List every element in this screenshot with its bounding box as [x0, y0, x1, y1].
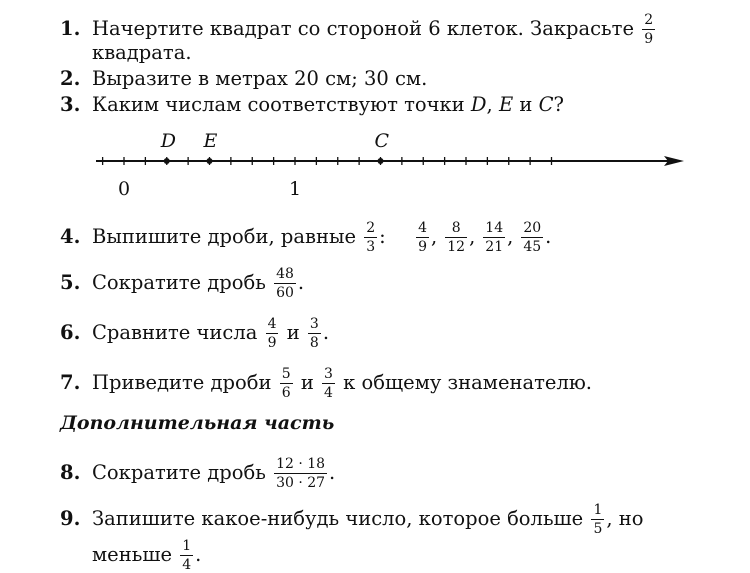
task-number: 5.: [60, 271, 81, 294]
task-text: Начертите квадрат со стороной 6 клеток. Закрасьте: [92, 17, 634, 40]
task-text: , но: [606, 507, 644, 530]
tick-label: 0: [118, 178, 131, 200]
fraction: $\frac{3}{8}$: [309, 316, 319, 351]
task-text: Приведите дроби: [92, 371, 272, 394]
fraction: $\frac{4}{9}$: [267, 316, 277, 351]
fraction-options: [414, 220, 557, 255]
option-fraction: $\frac{14}{21}$: [485, 220, 504, 255]
task-text: Каким числам соответствуют точки: [92, 93, 471, 116]
task-text: Выпишите дроби, равные: [92, 225, 357, 248]
task-7: [60, 366, 592, 401]
fraction: $\frac{5}{6}$: [281, 366, 291, 401]
task-text: и: [300, 371, 314, 394]
section-heading: Дополнительная часть: [60, 412, 335, 434]
task-number: 8.: [60, 461, 81, 484]
task-number: 7.: [60, 371, 81, 394]
point-label: D: [470, 93, 487, 116]
punct: .: [297, 271, 305, 294]
task-2: [60, 66, 427, 92]
task-number: 1.: [60, 17, 81, 40]
task-text: к общему знаменателю.: [343, 371, 593, 394]
fraction: $\frac{2}{9}$: [644, 12, 654, 47]
task-number: 4.: [60, 225, 81, 248]
punct: .: [545, 225, 552, 248]
task-text: Запишите какое-нибудь число, которое больше: [92, 507, 584, 530]
task-9: [60, 502, 644, 537]
punct: ,: [469, 225, 476, 248]
task-3: [60, 92, 564, 118]
task-text: меньше: [92, 543, 172, 566]
task-text: Сократите дробь: [92, 461, 266, 484]
tick-label: 1: [289, 178, 302, 200]
task-1-cont: [92, 40, 192, 66]
task-number: 9.: [60, 507, 81, 530]
task-number: 6.: [60, 321, 81, 344]
task-5: [60, 266, 304, 301]
point-label-D: D: [160, 130, 176, 152]
task-text: квадрата.: [92, 41, 192, 64]
option-fraction: $\frac{8}{12}$: [447, 220, 466, 255]
fraction: $\frac{2}{3}$: [366, 220, 376, 255]
task-number: 2.: [60, 67, 81, 90]
point-label: C: [538, 93, 554, 116]
option-fraction: $\frac{4}{9}$: [418, 220, 428, 255]
task-text: Сравните числа: [92, 321, 258, 344]
punct: ,: [431, 225, 438, 248]
punct: ,: [486, 93, 493, 116]
fraction: $\frac{1}{4}$: [182, 538, 192, 573]
fraction: $\frac{1}{5}$: [593, 502, 603, 537]
punct: ?: [553, 93, 564, 116]
task-4: [60, 220, 557, 255]
fraction: $\frac{3}{4}$: [324, 366, 333, 401]
task-9-cont: [92, 538, 201, 573]
option-fraction: $\frac{20}{45}$: [523, 220, 542, 255]
point-label-C: C: [374, 130, 390, 152]
task-text: и: [286, 321, 300, 344]
punct: ,: [507, 225, 514, 248]
task-text: и: [513, 93, 539, 116]
punct: .: [322, 321, 330, 344]
fraction: $\frac{48}{60}$: [276, 266, 294, 301]
point-label: E: [498, 93, 514, 116]
punct: .: [195, 543, 202, 566]
task-6: [60, 316, 329, 351]
task-text: Выразите в метрах 20 см; 30 см.: [92, 67, 428, 90]
point-label-E: E: [203, 130, 218, 152]
task-text: Сократите дробь: [92, 271, 266, 294]
punct: :: [379, 225, 386, 248]
task-number: 3.: [60, 93, 81, 116]
fraction: $\frac{12 \cdot 18}{30 \cdot 27}$: [276, 456, 326, 491]
task-8: [60, 456, 335, 491]
punct: .: [329, 461, 336, 484]
